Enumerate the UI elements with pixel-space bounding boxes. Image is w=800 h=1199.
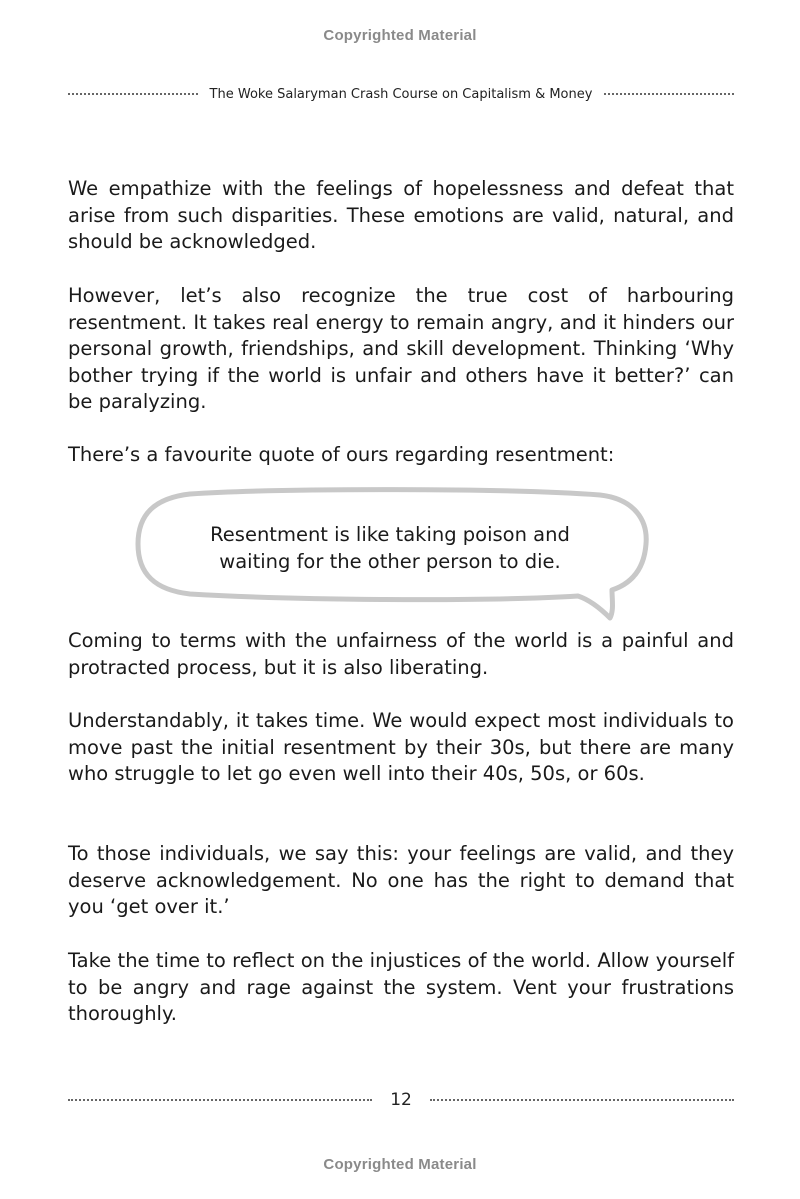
- running-header: [68, 84, 734, 104]
- paragraph-6: To those individuals, we say this: your feelings are valid, and they deserve acknowledgement. No one has the right to demand that you ‘get over it.’: [68, 842, 734, 919]
- paragraph-4: Coming to terms with the unfairness of the world is a painful and protracted process, but it is also liberating.: [68, 629, 734, 679]
- page-number: 12: [390, 1090, 412, 1110]
- paragraph-3: There’s a favourite quote of ours regarding resentment:: [68, 443, 615, 466]
- footer-dotted-rule-left: [68, 1099, 372, 1101]
- header-dotted-rule-left: [68, 93, 198, 95]
- paragraph-1: We empathize with the feelings of hopelessness and defeat that arise from such disparities. These emotions are valid, natural, and should be acknowledged.: [68, 177, 734, 254]
- copyright-watermark-bottom: Copyrighted Material: [323, 1156, 477, 1173]
- paragraph-7: Take the time to reflect on the injustices of the world. Allow yourself to be angry and rage against the system. Vent your frustrations thoroughly.: [68, 949, 734, 1026]
- quote-speech-bubble: [130, 486, 652, 622]
- paragraph-5: Understandably, it takes time. We would expect most individuals to move past the initial resentment by their 30s, but there are many who struggle to let go even well into their 40s, 50s, or 60s.: [68, 709, 734, 786]
- quote-text: [130, 522, 650, 575]
- footer-dotted-rule-right: [430, 1099, 734, 1101]
- paragraph-2: However, let’s also recognize the true cost of harbouring resentment. It takes real energy to remain angry, and it hinders our personal growth, friendships, and skill development. Thinking ‘Why bother trying if the world is unfair and others have it better?’ can be paralyzing.: [68, 284, 734, 414]
- copyright-watermark-top: Copyrighted Material: [323, 27, 477, 44]
- quote-line-2: waiting for the other person to die.: [219, 549, 561, 573]
- running-title: The Woke Salaryman Crash Course on Capitalism & Money: [209, 86, 593, 102]
- quote-line-1: Resentment is like taking poison and: [210, 523, 570, 546]
- page-footer: [68, 1088, 734, 1112]
- header-dotted-rule-right: [604, 93, 734, 95]
